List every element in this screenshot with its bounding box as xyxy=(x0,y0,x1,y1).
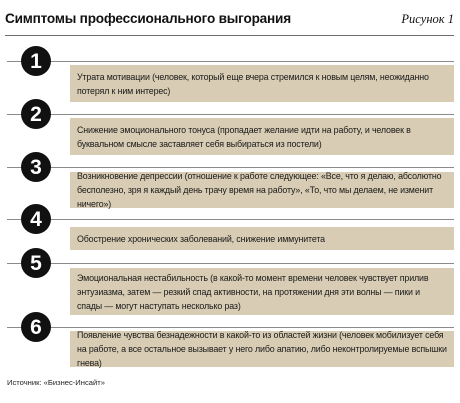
symptom-box xyxy=(70,65,454,102)
item-divider xyxy=(7,167,454,168)
symptom-text: Утрата мотивации (человек, который еще вчера стремился к новым целям, неожиданно потерял к ним интерес) xyxy=(77,71,429,96)
symptom-box xyxy=(70,268,454,315)
item-divider xyxy=(7,114,454,115)
symptom-box xyxy=(70,227,454,250)
symptom-text: Эмоциональная нестабильность (в какой-то момент времени человек чувствует прилив энтузиазма, затем — резкий спад активности, на протяжении дня эти волны — пики и спады — могут наступать несколько раз) xyxy=(77,272,429,311)
number-badge: 3 xyxy=(21,152,51,182)
page-title: Симптомы профессионального выгорания xyxy=(5,11,291,26)
symptom-box xyxy=(70,331,454,367)
item-divider xyxy=(7,263,454,264)
number-badge: 4 xyxy=(21,204,51,234)
source-note: Источник: «Бизнес-Инсайт» xyxy=(7,378,105,387)
symptom-text: Снижение эмоционального тонуса (пропадает желание идти на работу, и человек в буквальном смысле заставляет себя выбираться из постели) xyxy=(77,124,411,149)
item-divider xyxy=(7,61,454,62)
symptom-text: Появление чувства безнадежности в какой-то из областей жизни (человек мобилизует себя на работе, а все остальное вызывает у него либо апатию, либо неконтролируемые вспышки гнева) xyxy=(77,330,447,368)
number-badge: 1 xyxy=(21,46,51,76)
number-badge: 5 xyxy=(21,248,51,278)
symptom-box xyxy=(70,172,454,208)
symptom-text: Возникновение депрессии (отношение к работе следующее: «Все, что я делаю, абсолютно бесполезно, зря я каждый день трачу время на работу», «То, что мы делаем, не изменит ничего») xyxy=(77,171,442,209)
number-badge: 6 xyxy=(21,312,51,342)
symptom-box xyxy=(70,118,454,155)
item-divider xyxy=(7,219,454,220)
figure-label: Рисунок 1 xyxy=(401,12,454,26)
symptom-text: Обострение хронических заболеваний, снижение иммунитета xyxy=(77,233,325,244)
number-badge: 2 xyxy=(21,99,51,129)
